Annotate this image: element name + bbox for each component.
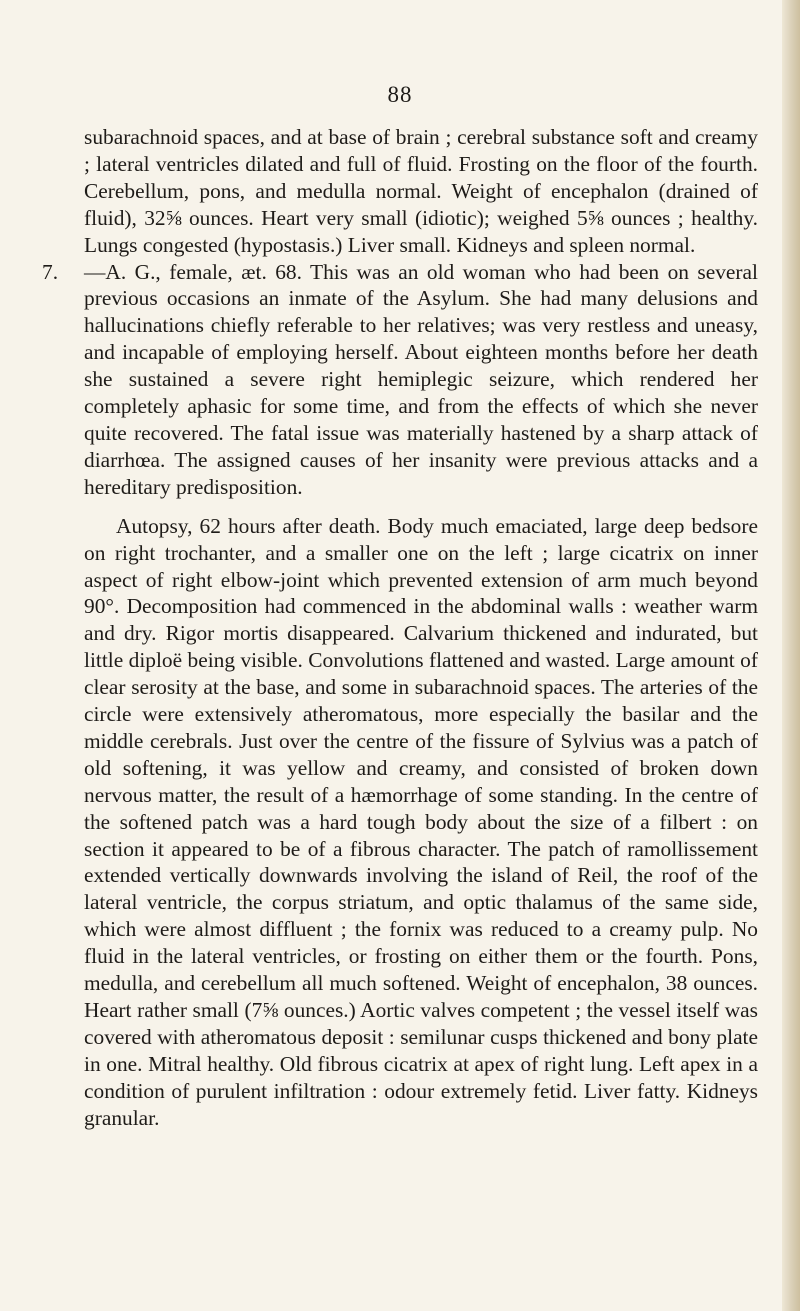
case-7-text: —A. G., female, æt. 68. This was an old woman who had been on several previous occasions an inmate of the Asylum. She had many delusions and hallucinations chiefly referable to her relatives; was very restless and uneasy, and incapable of employing herself. About eighteen months before her death she sustained a severe right hemiplegic seizure, which rendered her completely aphasic for some time, and from the effects of which she never quite recovered. The fatal issue was materially hastened by a sharp attack of diarrhœa. The assigned causes of her insanity were previous attacks and a hereditary predisposition. [84,259,758,499]
paragraph-autopsy: Autopsy, 62 hours after death. Body much emaciated, large deep bedsore on right trochanter, and a smaller one on the left ; large cicatrix on inner aspect of right elbow-joint which prevented extension of arm much beyond 90°. Decomposition had commenced in the abdominal walls : weather warm and dry. Rigor mortis disappeared. Calvarium thickened and indurated, but little diploë being visible. Convolutions flattened and wasted. Large amount of clear serosity at the base, and some in subarachnoid spaces. The arteries of the circle were extensively atheromatous, more especially the basilar and the middle cerebrals. Just over the centre of the fissure of Sylvius was a patch of old softening, it was yellow and creamy, and consisted of broken down nervous matter, the result of a hæmorrhage of some standing. In the centre of the softened patch was a hard tough body about the size of a filbert : on section it appeared to be of a fibrous character. The patch of ramollissement extended vertically downwards involving the island of Reil, the roof of the lateral ventricle, the corpus striatum, and optic thalamus of the same side, which were almost diffluent ; the fornix was reduced to a creamy pulp. No fluid in the lateral ventricles, or frosting on either them or the fourth. Pons, medulla, and cerebellum all much softened. Weight of encephalon, 38 ounces. Heart rather small (7⅝ ounces.) Aortic valves competent ; the vessel itself was covered with atheromatous deposit : semilunar cusps thickened and bony plate in one. Mitral healthy. Old fibrous cicatrix at apex of right lung. Left apex in a condition of purulent infiltration : odour extremely fetid. Liver fatty. Kidneys granular. [84,513,758,1130]
page-number: 88 [387,82,413,107]
paragraph-continuation: subarachnoid spaces, and at base of brain ; cerebral substance soft and creamy ; lateral ventricles dilated and full of fluid. Frosting on the floor of the fourth. Cerebellum, pons, and medulla normal. Weight of encephalon (drained of fluid), 32⅝ ounces. Heart very small (idiotic); weighed 5⅝ ounces ; healthy. Lungs congested (hypostasis.) Liver small. Kidneys and spleen normal. [84,125,758,257]
body-text [42,124,758,1132]
case-number: 7. [42,259,59,284]
page-edge-shadow [782,0,800,1311]
paragraph-case-7 [42,259,758,501]
